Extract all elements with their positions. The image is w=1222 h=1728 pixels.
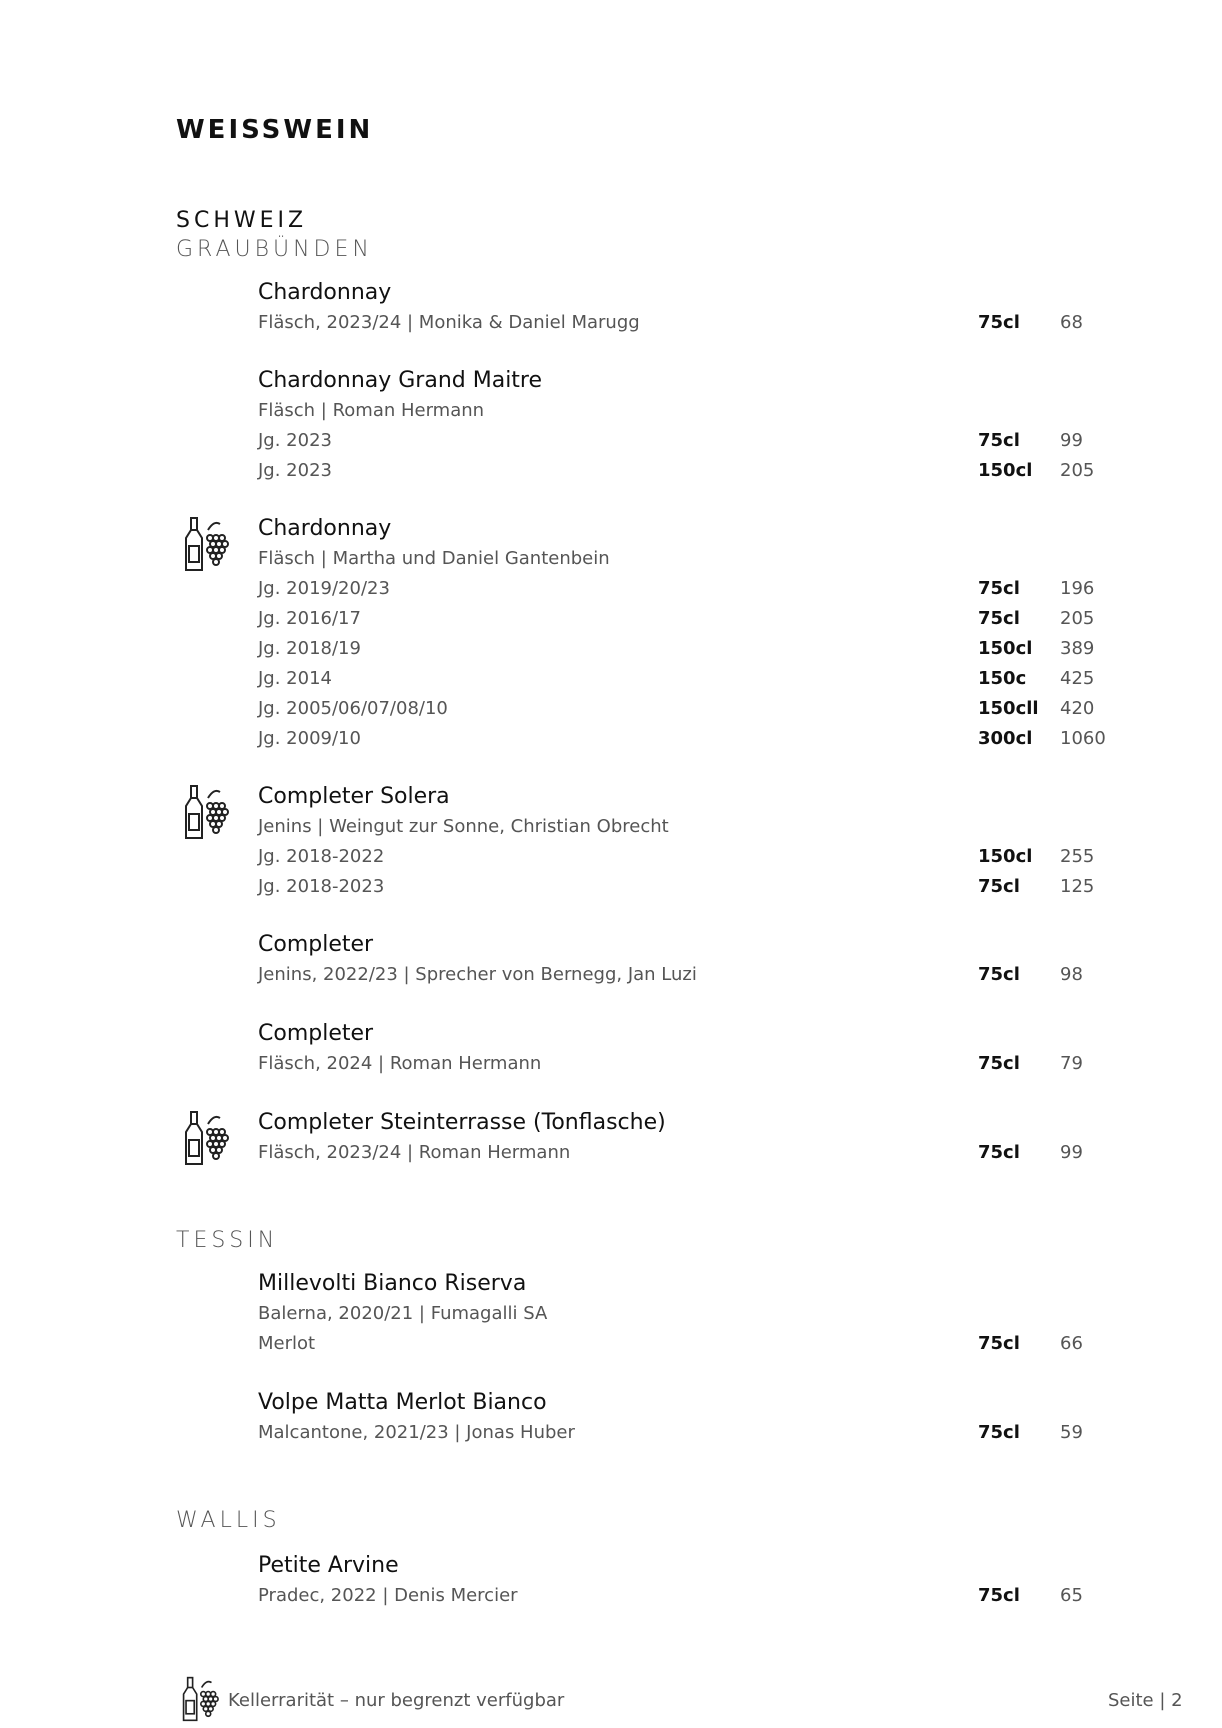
wine-entry bbox=[258, 1388, 1108, 1448]
wine-detail: Pradec, 2022 | Denis Mercier bbox=[258, 1585, 518, 1606]
wine-detail: Jg. 2018-2023 bbox=[258, 876, 385, 897]
price: 79 bbox=[1060, 1053, 1083, 1074]
wine-name: Completer Solera bbox=[258, 784, 450, 809]
wine-line bbox=[258, 1138, 1108, 1168]
wine-name: Completer bbox=[258, 932, 374, 957]
bottle-size: 150cl bbox=[978, 846, 1033, 867]
wine-name: Volpe Matta Merlot Bianco bbox=[258, 1390, 547, 1415]
wine-name: Chardonnay Grand Maitre bbox=[258, 368, 543, 393]
bottle-size: 75cl bbox=[978, 964, 1020, 985]
price: 125 bbox=[1060, 876, 1095, 897]
price: 425 bbox=[1060, 668, 1095, 689]
wine-line bbox=[258, 664, 1108, 694]
page-number: Seite | 2 bbox=[1108, 1690, 1183, 1711]
wine-detail: Balerna, 2020/21 | Fumagalli SA bbox=[258, 1303, 548, 1324]
price: 99 bbox=[1060, 430, 1083, 451]
wine-detail: Jg. 2014 bbox=[258, 668, 332, 689]
wine-detail: Jenins | Weingut zur Sonne, Christian Obrecht bbox=[258, 816, 669, 837]
wine-line bbox=[258, 426, 1108, 456]
bottle-size: 75cl bbox=[978, 578, 1020, 599]
price: 65 bbox=[1060, 1585, 1083, 1606]
wine-entry bbox=[258, 514, 1108, 754]
price: 196 bbox=[1060, 578, 1095, 599]
bottle-size: 75cl bbox=[978, 430, 1020, 451]
wine-name: Petite Arvine bbox=[258, 1553, 399, 1578]
page-title: WEISSWEIN bbox=[176, 115, 374, 145]
price: 389 bbox=[1060, 638, 1095, 659]
region-heading-graubuenden: GRAUBÜNDEN bbox=[176, 237, 373, 262]
price: 255 bbox=[1060, 846, 1095, 867]
wine-detail: Fläsch, 2023/24 | Monika & Daniel Marugg bbox=[258, 312, 640, 333]
wine-detail: Jg. 2023 bbox=[258, 430, 332, 451]
wine-bottle-grapes-icon bbox=[182, 1110, 230, 1166]
bottle-size: 75cl bbox=[978, 1422, 1020, 1443]
wine-entry bbox=[258, 366, 1108, 486]
price: 98 bbox=[1060, 964, 1083, 985]
wine-detail: Jg. 2005/06/07/08/10 bbox=[258, 698, 448, 719]
wine-line bbox=[258, 1418, 1108, 1448]
region-heading-wallis: WALLIS bbox=[176, 1508, 281, 1533]
wine-line bbox=[258, 1299, 1108, 1329]
wine-name: Chardonnay bbox=[258, 516, 392, 541]
wine-line bbox=[258, 308, 1108, 338]
bottle-size: 75cl bbox=[978, 312, 1020, 333]
bottle-size: 75cl bbox=[978, 1142, 1020, 1163]
bottle-size: 75cl bbox=[978, 1333, 1020, 1354]
price: 59 bbox=[1060, 1422, 1083, 1443]
bottle-size: 150cll bbox=[978, 698, 1039, 719]
bottle-size: 75cl bbox=[978, 608, 1020, 629]
wine-detail: Jg. 2023 bbox=[258, 460, 332, 481]
wine-line bbox=[258, 872, 1108, 902]
wine-detail: Jg. 2018/19 bbox=[258, 638, 361, 659]
wine-line bbox=[258, 694, 1108, 724]
bottle-size: 75cl bbox=[978, 876, 1020, 897]
wine-detail: Jenins, 2022/23 | Sprecher von Bernegg, Jan Luzi bbox=[258, 964, 697, 985]
wine-detail: Fläsch, 2023/24 | Roman Hermann bbox=[258, 1142, 571, 1163]
wine-bottle-grapes-icon bbox=[182, 516, 230, 572]
wine-line bbox=[258, 634, 1108, 664]
wine-detail: Fläsch | Martha und Daniel Gantenbein bbox=[258, 548, 610, 569]
wine-line bbox=[258, 842, 1108, 872]
wine-name: Completer bbox=[258, 1021, 374, 1046]
wine-entry bbox=[258, 1019, 1108, 1079]
wine-line bbox=[258, 456, 1108, 486]
wine-detail: Jg. 2019/20/23 bbox=[258, 578, 390, 599]
wine-detail: Merlot bbox=[258, 1333, 316, 1354]
wine-detail: Fläsch, 2024 | Roman Hermann bbox=[258, 1053, 542, 1074]
bottle-size: 75cl bbox=[978, 1585, 1020, 1606]
price: 205 bbox=[1060, 608, 1095, 629]
wine-name: Millevolti Bianco Riserva bbox=[258, 1271, 527, 1296]
wine-entry bbox=[258, 1108, 1108, 1168]
wine-detail: Jg. 2009/10 bbox=[258, 728, 361, 749]
price: 1060 bbox=[1060, 728, 1106, 749]
bottle-size: 150c bbox=[978, 668, 1027, 689]
wine-entry bbox=[258, 930, 1108, 990]
wine-line bbox=[258, 1329, 1108, 1359]
wine-detail: Malcantone, 2021/23 | Jonas Huber bbox=[258, 1422, 575, 1443]
wine-bottle-grapes-icon bbox=[180, 1676, 220, 1722]
wine-line bbox=[258, 724, 1108, 754]
wine-entry bbox=[258, 278, 1108, 338]
wine-entry bbox=[258, 1269, 1108, 1359]
wine-bottle-grapes-icon bbox=[182, 784, 230, 840]
wine-name: Completer Steinterrasse (Tonflasche) bbox=[258, 1110, 666, 1135]
wine-entry bbox=[258, 1551, 1108, 1611]
wine-line bbox=[258, 604, 1108, 634]
wine-detail: Fläsch | Roman Hermann bbox=[258, 400, 485, 421]
wine-line bbox=[258, 1049, 1108, 1079]
price: 99 bbox=[1060, 1142, 1083, 1163]
wine-entry bbox=[258, 782, 1108, 902]
bottle-size: 150cl bbox=[978, 460, 1033, 481]
wine-name: Chardonnay bbox=[258, 280, 392, 305]
price: 68 bbox=[1060, 312, 1083, 333]
wine-line bbox=[258, 544, 1108, 574]
wine-detail: Jg. 2018-2022 bbox=[258, 846, 385, 867]
wine-line bbox=[258, 1581, 1108, 1611]
footer-legend: Kellerrarität – nur begrenzt verfügbar bbox=[228, 1690, 565, 1711]
bottle-size: 300cl bbox=[978, 728, 1033, 749]
wine-line bbox=[258, 574, 1108, 604]
wine-detail: Jg. 2016/17 bbox=[258, 608, 361, 629]
price: 66 bbox=[1060, 1333, 1083, 1354]
wine-line bbox=[258, 396, 1108, 426]
price: 420 bbox=[1060, 698, 1095, 719]
bottle-size: 75cl bbox=[978, 1053, 1020, 1074]
wine-line bbox=[258, 812, 1108, 842]
bottle-size: 150cl bbox=[978, 638, 1033, 659]
country-heading: SCHWEIZ bbox=[176, 208, 308, 233]
region-heading-tessin: TESSIN bbox=[176, 1228, 279, 1253]
price: 205 bbox=[1060, 460, 1095, 481]
wine-line bbox=[258, 960, 1108, 990]
